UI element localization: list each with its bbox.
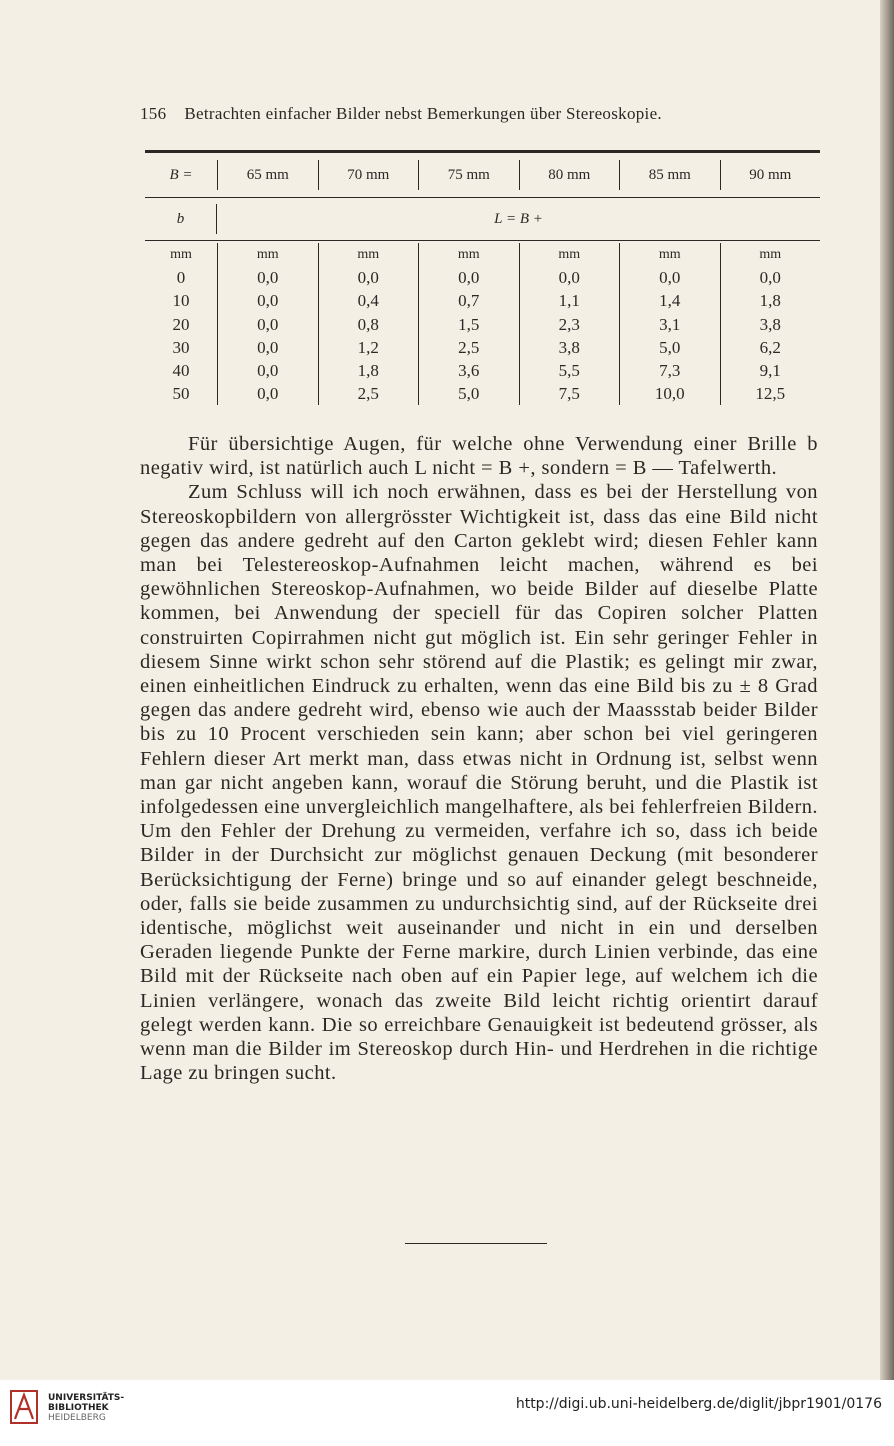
table-column-90 [720, 243, 821, 405]
data-table [145, 150, 820, 405]
table-cell: 0,0 [257, 360, 279, 380]
source-url-link[interactable]: http://digi.ub.uni-heidelberg.de/diglit/jbpr1901/0176 [515, 1396, 882, 1412]
table-body [145, 241, 820, 405]
table-cell: 0,0 [458, 268, 480, 288]
table-subheader-row [145, 198, 820, 240]
table-cell: 2,5 [357, 384, 379, 404]
body-text [140, 432, 818, 1085]
running-header [140, 104, 810, 124]
table-cell: 0,0 [659, 268, 681, 288]
table-cell: 0,4 [357, 291, 379, 311]
page-number: 156 [140, 104, 167, 123]
table-cell: 3,8 [558, 337, 580, 357]
unit-cell: mm [457, 247, 480, 262]
table-cell: 0,0 [257, 337, 279, 357]
library-name [48, 1393, 124, 1423]
table-cell: 5,0 [659, 337, 681, 357]
page-edge [880, 0, 894, 1380]
unit-cell: mm [256, 247, 279, 262]
table-cell: 7,3 [659, 360, 681, 380]
table-cell: 0 [176, 268, 186, 288]
table-cell: 0,0 [357, 268, 379, 288]
header-label-b: B = [169, 167, 193, 183]
table-column-65 [217, 243, 318, 405]
header-col-80: 80 mm [519, 160, 620, 190]
table-cell: 10,0 [654, 384, 685, 404]
header-col-85: 85 mm [619, 160, 720, 190]
table-cell: 40 [172, 360, 190, 380]
table-column-80 [519, 243, 620, 405]
table-cell: 0,0 [257, 291, 279, 311]
table-cell: 0,0 [257, 314, 279, 334]
table-cell: 1,8 [357, 360, 379, 380]
unit-cell: mm [357, 247, 380, 262]
subheader-formula: L = B + [494, 210, 543, 227]
table-cell: 0,8 [357, 314, 379, 334]
table-cell: 30 [172, 337, 190, 357]
end-rule [405, 1243, 547, 1244]
table-cell: 2,3 [558, 314, 580, 334]
library-line-2: BIBLIOTHEK [48, 1403, 109, 1413]
table-cell: 0,7 [458, 291, 480, 311]
header-col-70: 70 mm [318, 160, 419, 190]
unit-cell: mm [170, 247, 192, 262]
table-cell: 0,0 [558, 268, 580, 288]
table-cell: 0,0 [759, 268, 781, 288]
header-col-90: 90 mm [720, 160, 821, 190]
paragraph-1: Für übersichtige Augen, für welche ohne Verwendung einer Brille b negativ wird, ist natürlich auch L nicht = B +, sondern = B — Tafelwerth. [140, 433, 818, 480]
table-cell: 2,5 [458, 337, 480, 357]
table-cell: 3,8 [759, 314, 781, 334]
table-cell: 3,1 [659, 314, 681, 334]
table-cell: 1,8 [759, 291, 781, 311]
footer-bar [0, 1380, 894, 1446]
table-cell: 1,1 [558, 291, 580, 311]
table-cell: 6,2 [759, 337, 781, 357]
table-cell: 5,0 [458, 384, 480, 404]
table-cell: 5,5 [558, 360, 580, 380]
table-cell: 1,5 [458, 314, 480, 334]
library-logo-icon [10, 1390, 38, 1424]
table-cell: 1,2 [357, 337, 379, 357]
table-cell: 12,5 [755, 384, 786, 404]
table-column-b [145, 243, 217, 405]
table-cell: 1,4 [659, 291, 681, 311]
table-cell: 10 [172, 291, 190, 311]
library-line-3: HEIDELBERG [48, 1413, 106, 1423]
table-cell: 0,0 [257, 268, 279, 288]
unit-cell: mm [558, 247, 581, 262]
table-cell: 50 [172, 384, 190, 404]
table-column-75 [418, 243, 519, 405]
table-column-70 [318, 243, 419, 405]
subheader-b: b [145, 204, 217, 234]
library-line-1: UNIVERSITÄTS- [48, 1393, 125, 1403]
header-col-65: 65 mm [217, 160, 318, 190]
table-header-row [145, 153, 820, 197]
header-col-75: 75 mm [418, 160, 519, 190]
header-title: Betrachten einfacher Bilder nebst Bemerkungen über Stereoskopie. [184, 104, 662, 123]
table-cell: 3,6 [458, 360, 480, 380]
unit-cell: mm [759, 247, 782, 262]
table-cell: 9,1 [759, 360, 781, 380]
table-cell: 0,0 [257, 384, 279, 404]
unit-cell: mm [658, 247, 681, 262]
paragraph-2: Zum Schluss will ich noch erwähnen, dass es bei der Herstellung von Stereoskopbildern von allergrösster Wichtigkeit ist, dass das eine Bild nicht gegen das andere gedreht auf den Carton geklebt wird; diesen Fehler kann man bei Telestereoskop-Aufnahmen leicht machen, während es bei gewöhnlichen Stereoskop-Aufnahmen, wo beide Bilder auf dieselbe Platte kommen, bei Anwendung der speciell für das Copiren solcher Platten construirten Copirrahmen nicht gut möglich ist. Ein sehr geringer Fehler in diesem Sinne wirkt schon sehr störend auf die Plastik; es gelingt mir zwar, einen einheitlichen Eindruck zu erhalten, wenn das eine Bild bis zu ± 8 Grad gegen das andere gedreht wird, ebenso wie auch der Maassstab beider Bilder bis zu 10 Procent verschieden sein kann; aber schon bei viel geringeren Fehlern dieser Art merkt man, dass etwas nicht in Ordnung ist, selbst wenn man gar nicht angeben kann, worauf die Störung beruht, und die Plastik ist infolgedessen eine unvergleichlich mangelhaftere, als bei fehlerfreien Bildern. Um den Fehler der Drehung zu vermeiden, verfahre ich so, dass ich beide Bilder in der Durchsicht zur möglichst genauen Deckung (mit besonderer Berücksichtigung der Ferne) bringe und so auf einander gelegt beschneide, oder, falls sie beide zusammen zu undurchsichtig sind, auf der Rückseite drei identische, möglichst weit auseinander und nicht in ein und derselben Geraden liegende Punkte der Ferne markire, durch Linien verbinde, das eine Bild mit der Rückseite nach oben auf ein Papier lege, auf welchem ich die Linien verlängere, wonach das zweite Bild leicht richtig orientirt darauf gelegt werden kann. Die so erreichbare Genauigkeit ist bedeutend grösser, als wenn man die Bilder im Stereoskop durch Hin- und Herdrehen in die richtige Lage zu bringen sucht. [140, 481, 818, 1085]
table-cell: 20 [172, 314, 190, 334]
table-cell: 7,5 [558, 384, 580, 404]
table-column-85 [619, 243, 720, 405]
